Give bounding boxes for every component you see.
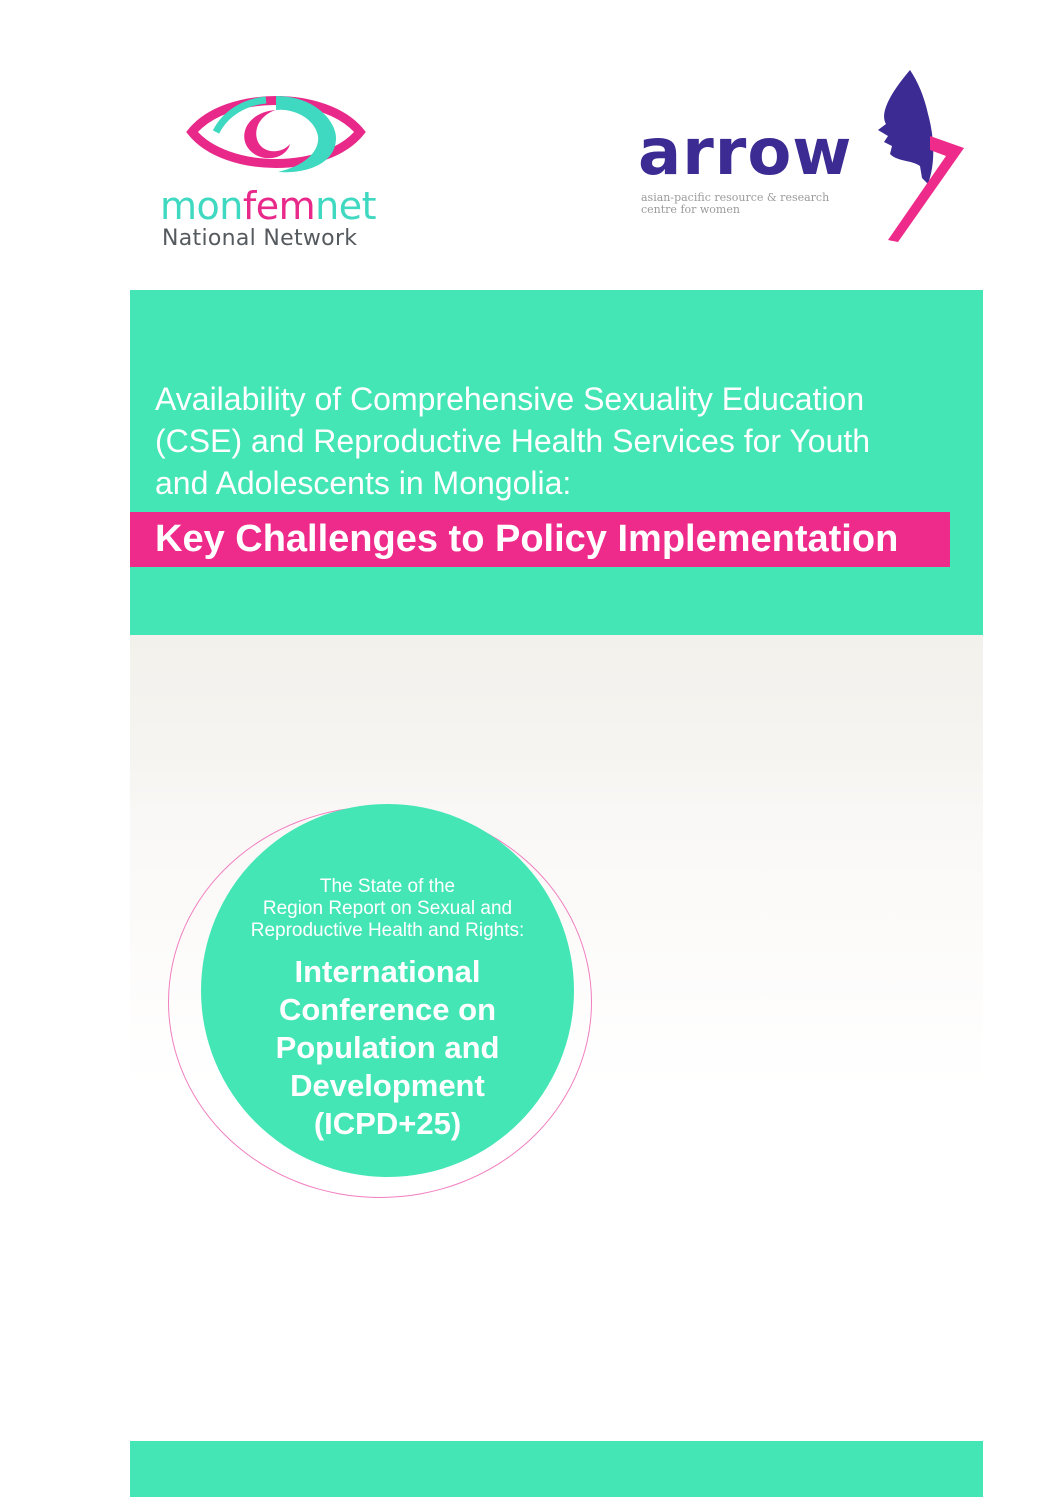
badge-big-line-2: Conference on — [278, 992, 497, 1027]
woman-profile-arrow-icon — [868, 66, 968, 246]
arrow-tagline-line2: centre for women — [641, 203, 740, 216]
highlight-title: Key Challenges to Policy Implementation — [155, 518, 899, 560]
badge-big-line-4: Development — [290, 1068, 485, 1103]
badge-subtitle — [201, 876, 574, 942]
monfemnet-word-part2: fem — [242, 184, 316, 228]
badge-title — [201, 953, 574, 1143]
monfemnet-word-part1: mon — [160, 184, 243, 228]
monfemnet-word-part3: net — [315, 184, 377, 228]
title-line-1: Availability of Comprehensive Sexuality Education — [155, 381, 865, 417]
arrow-tagline-line1: asian-pacific resource & research — [641, 191, 830, 204]
badge-big-line-1: International — [294, 954, 481, 989]
badge-small-line-1: The State of the — [319, 876, 456, 897]
monfemnet-subtitle: National Network — [162, 226, 358, 251]
report-title — [155, 378, 955, 504]
title-line-3: and Adolescents in Mongolia: — [155, 465, 572, 501]
arrow-tagline — [641, 192, 881, 216]
badge-big-line-5: (ICPD+25) — [313, 1106, 462, 1141]
bottom-strip — [130, 1441, 983, 1497]
monfemnet-wordmark — [160, 186, 400, 226]
badge-small-line-3: Reproductive Health and Rights: — [250, 920, 525, 941]
badge-big-line-3: Population and — [275, 1030, 500, 1065]
monfemnet-eye-logo-icon — [186, 82, 366, 182]
arrow-wordmark: arrow — [638, 116, 853, 190]
title-line-2: (CSE) and Reproductive Health Services for Youth — [155, 423, 871, 459]
badge-small-line-2: Region Report on Sexual and — [262, 898, 513, 919]
